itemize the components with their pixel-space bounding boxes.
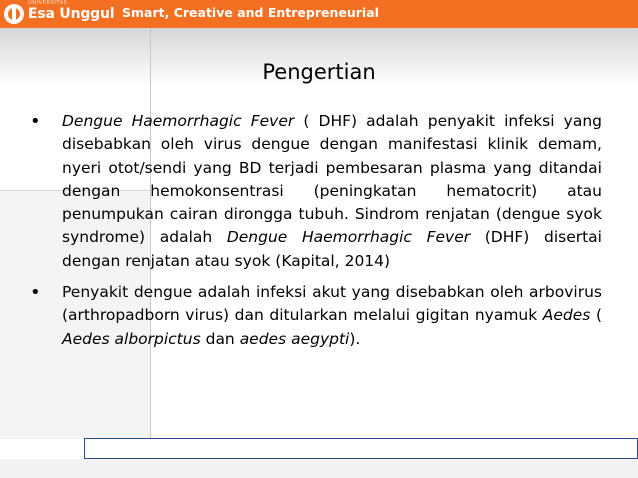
- italic-term: Dengue Haemorrhagic Fever: [226, 228, 471, 247]
- paragraph-text: ( DHF) adalah penyakit infeksi yang disebabkan oleh virus dengue dengan manifestasi klinik demam, nyeri otot/sendi yang BD terjadi pembesaran plasma yang ditandai dengan hemokonsentrasi (peningkatan hematocrit) atau penumpukan cairan dirongga tubuh. Sindrom renjatan (dengue syok syndrome) adalah: [62, 112, 602, 247]
- bullet-marker: •: [30, 282, 41, 304]
- paragraph-text: Penyakit dengue adalah infeksi akut yang disebabkan oleh arbovirus (arthropadborn virus) dan ditularkan melalui gigitan nyamuk: [62, 283, 602, 325]
- italic-term: aedes aegypti: [239, 329, 350, 348]
- logo-small-text: UNIVERSITAS: [28, 0, 68, 6]
- paragraph-text: dan: [200, 329, 240, 348]
- logo-text: Esa Unggul: [28, 6, 115, 22]
- bullet-paragraph-dengue-infection: [30, 281, 602, 351]
- header-bar: [0, 0, 638, 28]
- paragraph-text: (DHF) disertai dengan renjatan atau syok (Kapital, 2014): [62, 228, 602, 270]
- italic-term: Dengue Haemorrhagic Fever: [62, 112, 295, 130]
- bullet-paragraph-dhf-definition: [30, 110, 602, 273]
- italic-term: Aedes alborpictus: [62, 329, 201, 348]
- footer-band: [0, 459, 638, 478]
- slide-title: Pengertian: [262, 60, 376, 84]
- logo-emblem-icon: [4, 4, 24, 24]
- bullet-marker: •: [30, 111, 41, 132]
- tagline: Smart, Creative and Entrepreneurial: [122, 5, 379, 20]
- paragraph-text: ).: [349, 329, 361, 348]
- paragraph-text: (: [590, 306, 602, 325]
- slide-content: [30, 110, 602, 351]
- italic-term: Aedes: [542, 306, 591, 325]
- bottom-decor-frame: [84, 438, 638, 459]
